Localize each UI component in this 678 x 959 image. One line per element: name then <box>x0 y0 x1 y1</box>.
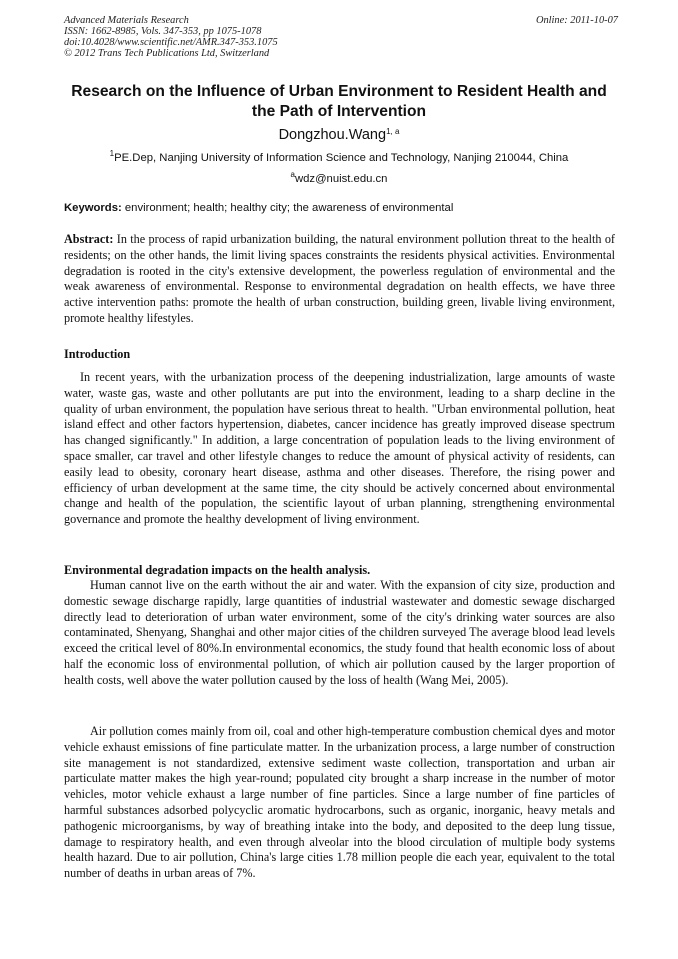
journal-name: Advanced Materials Research <box>64 15 189 26</box>
affiliation-line <box>0 150 678 166</box>
affiliation-superscript: 1 <box>109 149 115 158</box>
online-date: Online: 2011-10-07 <box>535 15 618 26</box>
journal-header <box>64 15 618 59</box>
doi-line: doi:10.4028/www.scientific.net/AMR.347-353.1075 <box>64 37 278 48</box>
paper-title <box>40 82 638 122</box>
title-line-2: the Path of Intervention <box>251 103 427 120</box>
environmental-paragraph-air: Air pollution comes mainly from oil, coal and other high-temperature combustion chemical dyes and motor vehicle exhaust emissions of fine particulate matter. In the urbanization process, a large number of construction site management is not standardized, extensive sediment waste collection, transportation and urban air particulate matter makes the high year-round; populated city brought a sharp increase in the number of motor vehicles, motor vehicle exhaust a large number of fine particles. Since a large number of fine particles of harmful substances adsorbed polycyclic aromatic hydrocarbons, such as organic, inorganic, heavy metals and pathogenic microorganisms, by way of breathing intake into the body, and deposited to the deep lung tissue, damage to respiratory health, and even through alveolar into the blood circulation of multiple body systems health hazard. Due to air pollution, China's large cities 1.78 million people die each year, equivalent to the total number of deaths in urban areas of 7%. <box>64 724 615 881</box>
author-line <box>0 126 678 144</box>
affiliation-text: PE.Dep, Nanjing University of Information Science and Technology, Nanjing 210044, China <box>114 152 569 164</box>
email-superscript: a <box>290 170 295 179</box>
introduction-paragraph: In recent years, with the urbanization process of the deepening industrialization, large amounts of waste water, waste gas, waste and other pollutants are put into the environment, leading to a sharp decline in the quality of urban environment, the population have serious threat to health. "Urban environmental pollution, heat island effect and other factors hypertension, diabetes, cancer incidence has greatly improved disease spectrum has changed significantly." In addition, a large concentration of population leads to the living environment of space smaller, car travel and other lifestyle changes to reduce the amount of physical activity of residents, can easily lead to obesity, coronary heart disease, asthma and other diseases. Therefore, the rising power and efficiency of urban development at the same time, the city should be actively concerned about environmental change and health of the population, the scientific layout of urban planning, strengthening environmental governance and promote the healthy development of living environment. <box>64 370 615 527</box>
abstract-text: In the process of rapid urbanization building, the natural environment pollution threat to the health of residents; on the other hands, the limit living spaces constraints the residents physical activities. Environmental degradation is rooted in the city's extensive development, the powerless regulation of environmental and the weak awareness of environmental. Response to environmental degradation on health effects, we have three active intervention paths: promote the health of urban construction, building green, livable living environment, promote healthy lifestyles. <box>64 232 615 325</box>
keywords-line <box>64 201 624 216</box>
author-name: Dongzhou.Wang <box>278 127 387 143</box>
environmental-heading: Environmental degradation impacts on the health analysis. <box>64 563 371 577</box>
abstract-block <box>64 232 615 327</box>
abstract-label: Abstract: <box>64 232 114 246</box>
title-line-1: Research on the Influence of Urban Environment to Resident Health and <box>71 83 607 100</box>
email-address: wdz@nuist.edu.cn <box>294 173 388 185</box>
environmental-paragraph-water: Human cannot live on the earth without the air and water. With the expansion of city size, production and domestic sewage discharge rapidly, large quantities of industrial wastewater and domestic sewage discharged directly lead to deterioration of urban water environment, some of the city's drinking water sources are also contaminated, Shenyang, Shanghai and other major cities of the children surveyed The average blood lead levels exceed the critical level of 80%.In environmental economics, the study found that health economic loss of about half the economic loss of environmental pollution, of which air pollution caused by the larger proportion of health costs, well above the water pollution caused by the loss of health (Wang Mei, 2005). <box>64 578 615 687</box>
introduction-heading: Introduction <box>64 347 131 361</box>
keywords-label: Keywords: <box>64 202 122 214</box>
copyright-line: © 2012 Trans Tech Publications Ltd, Switzerland <box>64 48 270 59</box>
author-superscript: 1, a <box>386 127 400 136</box>
issn-line: ISSN: 1662-8985, Vols. 347-353, pp 1075-1078 <box>64 26 262 37</box>
keywords-text: environment; health; healthy city; the awareness of environmental <box>121 202 454 214</box>
email-line <box>0 171 678 187</box>
